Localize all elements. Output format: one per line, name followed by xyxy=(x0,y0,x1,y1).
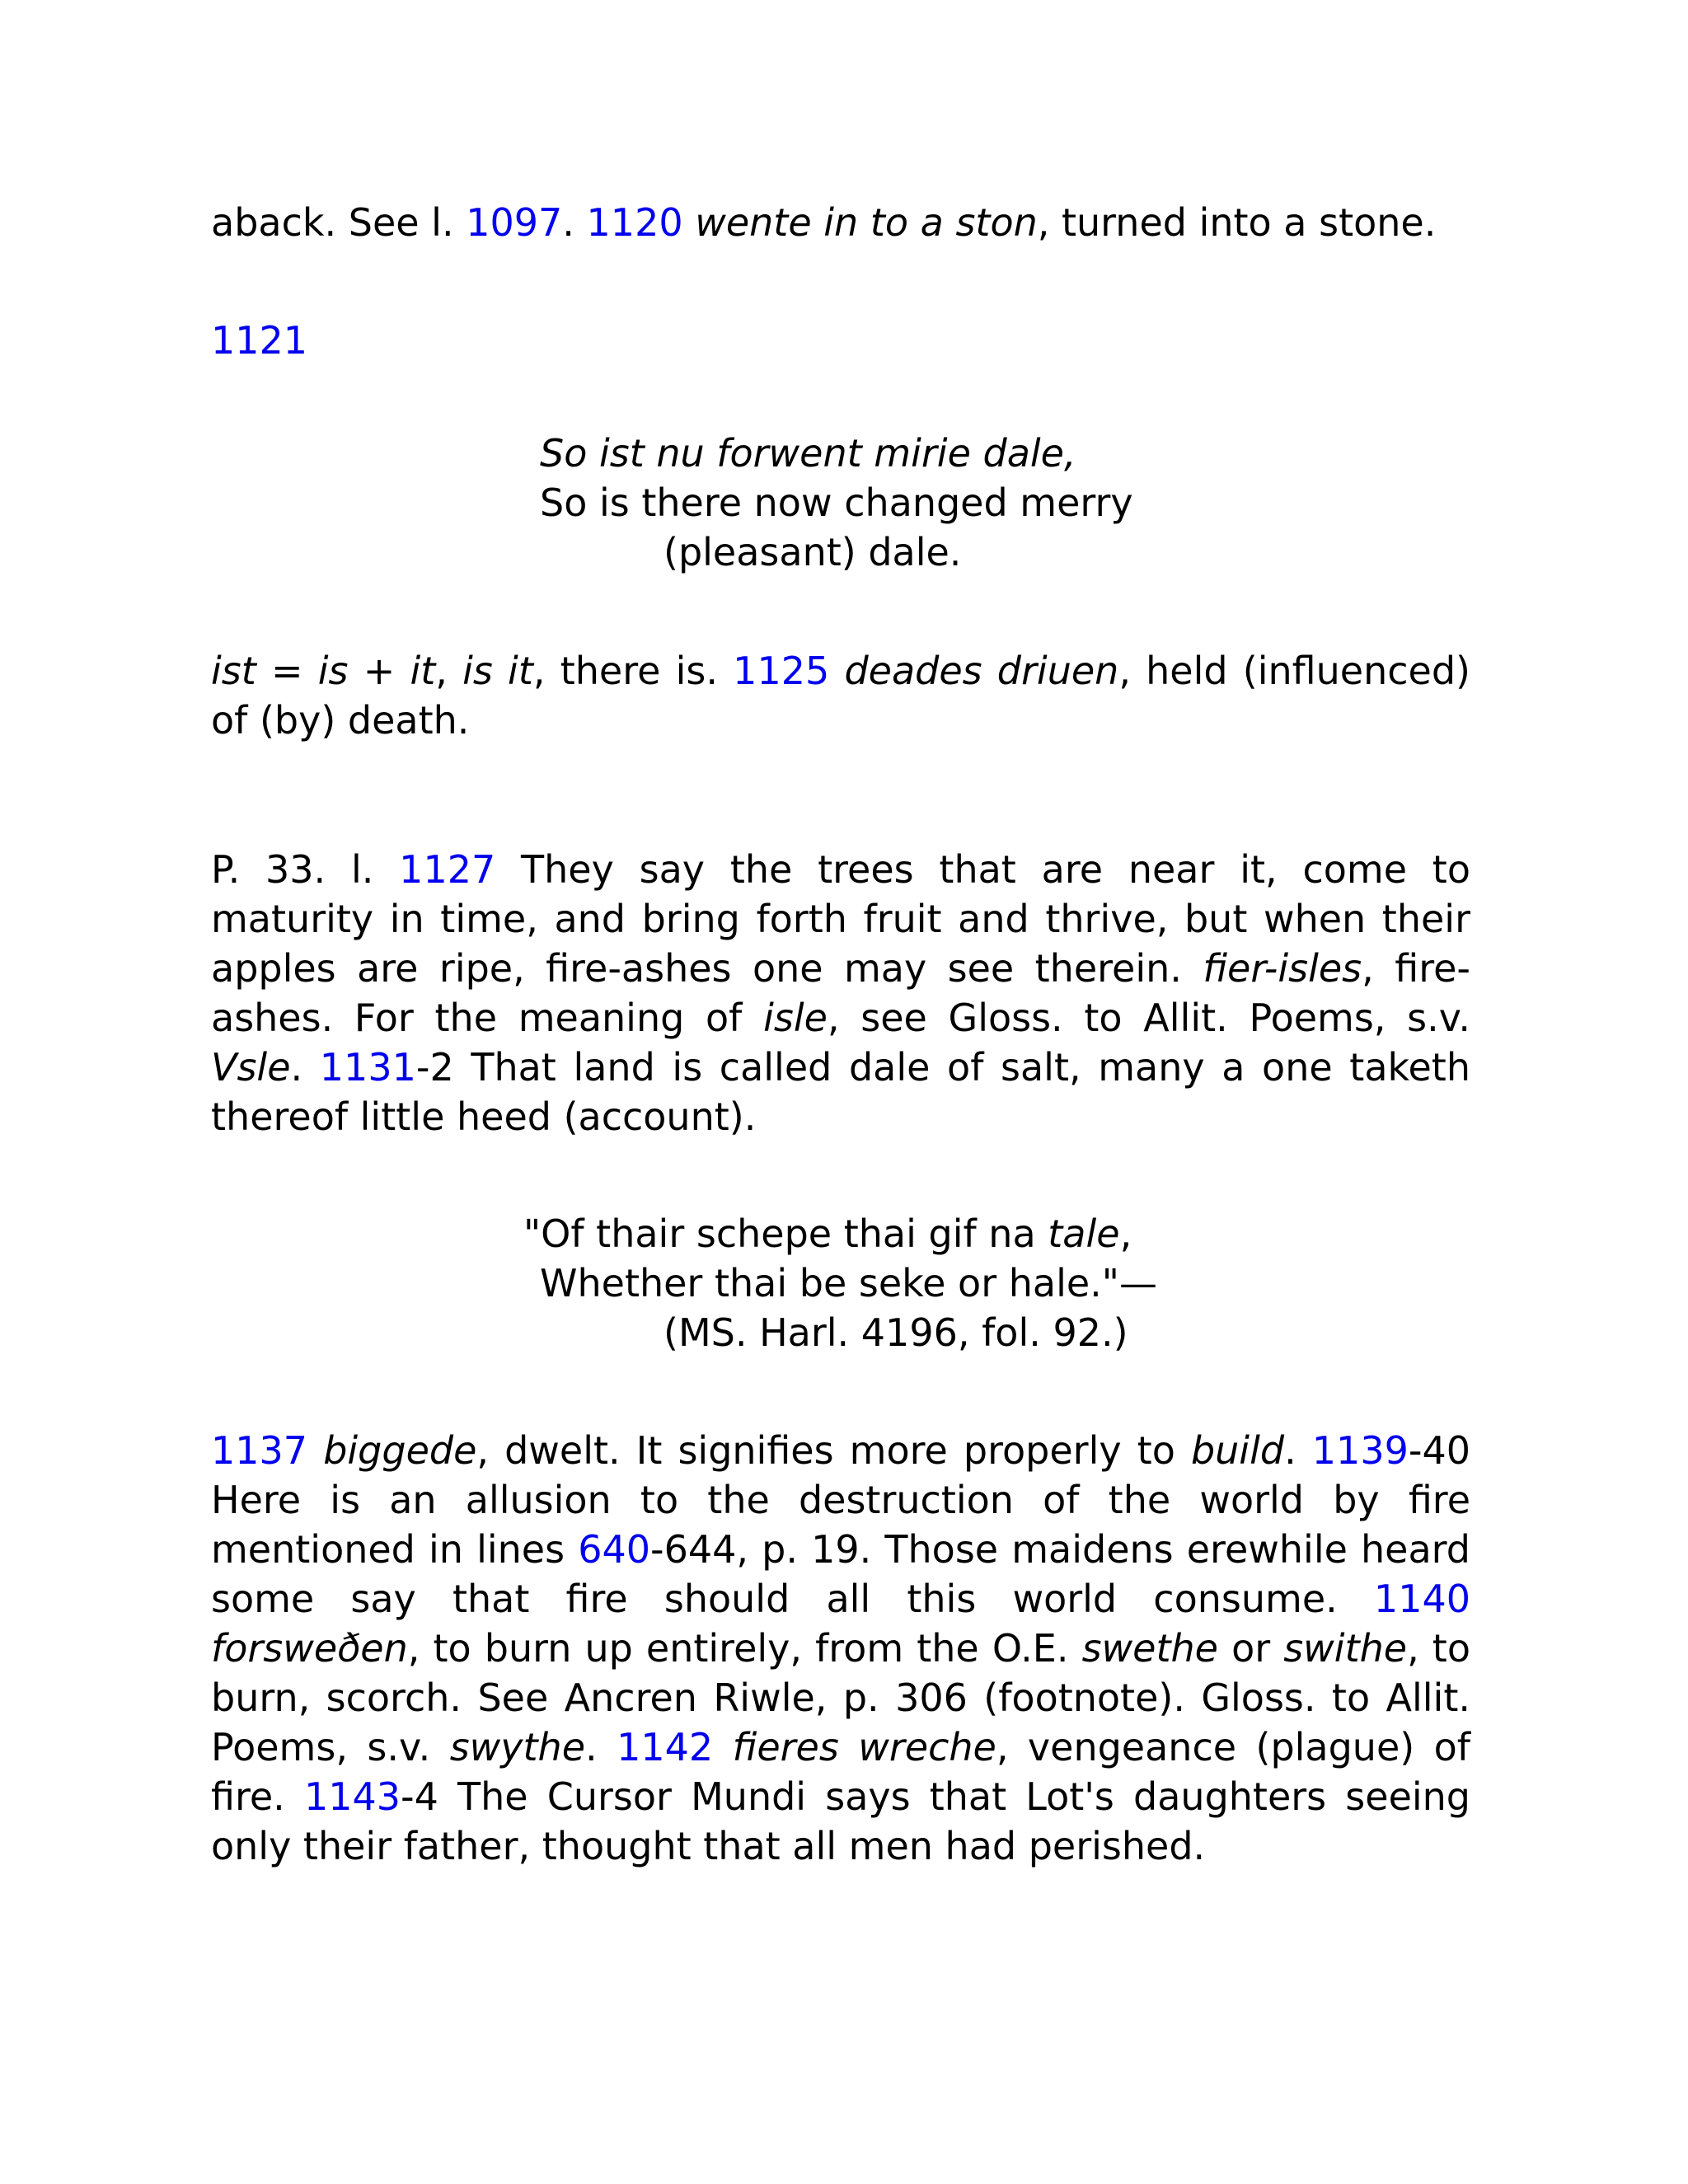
line-link-1127[interactable]: 1127 xyxy=(399,847,496,892)
text: . xyxy=(585,1725,617,1769)
text: , held (influenced) of (by) death. xyxy=(211,649,1470,743)
italic-word: is xyxy=(317,649,349,693)
paragraph-3 xyxy=(211,845,1470,1141)
text: They say the trees that are near it, come to maturity in time, and bring forth fruit and thrive, but when their apples are ripe, fire-ashes one may see therein. xyxy=(211,847,1470,991)
text: , turned into a stone. xyxy=(1037,200,1437,245)
text: or xyxy=(1217,1626,1284,1671)
italic-word: ist xyxy=(211,649,256,693)
text xyxy=(829,649,844,693)
text: P. 33. l. xyxy=(211,847,400,892)
line-link-1120[interactable]: 1120 xyxy=(586,200,683,245)
italic-phrase: fieres wreche xyxy=(732,1725,996,1769)
italic-word: biggede xyxy=(323,1428,477,1473)
line-link-1139[interactable]: 1139 xyxy=(1311,1428,1409,1473)
text: , to burn up entirely, from the O.E. xyxy=(407,1626,1082,1671)
line-link-1140[interactable]: 1140 xyxy=(1373,1577,1470,1621)
line-link-1137[interactable]: 1137 xyxy=(211,1428,308,1473)
text xyxy=(307,1428,323,1473)
italic-phrase: wente in to a ston xyxy=(695,200,1038,245)
text: , dwelt. It signifies more properly to xyxy=(476,1428,1191,1473)
text: , xyxy=(1119,1212,1132,1256)
text: . xyxy=(290,1045,320,1090)
text: . xyxy=(562,200,587,245)
line-link-1142[interactable]: 1142 xyxy=(617,1725,714,1769)
line-link-1121[interactable]: 1121 xyxy=(211,318,308,363)
text xyxy=(683,200,696,245)
text: , see Gloss. to Allit. Poems, s.v. xyxy=(827,996,1470,1040)
verse-line: (MS. Harl. 4196, fol. 92.) xyxy=(663,1310,1128,1355)
italic-word: swythe xyxy=(449,1725,586,1769)
line-link-1143[interactable]: 1143 xyxy=(303,1774,401,1819)
italic-word: Vsle xyxy=(211,1045,291,1090)
verse-line xyxy=(523,1209,1132,1258)
line-link-1125[interactable]: 1125 xyxy=(733,649,830,693)
text: , fire-ashes. For the meaning of xyxy=(211,946,1470,1040)
line-link-1097[interactable]: 1097 xyxy=(466,200,563,245)
text: -40 Here is an allusion to the destruction of the world by fire mentioned in lines xyxy=(211,1428,1470,1572)
line-number-heading xyxy=(211,316,1470,365)
italic-word: isle xyxy=(763,996,828,1040)
text: , to burn, scorch. See Ancren Riwle, p. 306 (footnote). Gloss. to Allit. Poems, s.v. xyxy=(211,1626,1470,1769)
italic-phrase: deades driuen xyxy=(844,649,1119,693)
verse-line: Whether thai be seke or hale."— xyxy=(540,1261,1157,1305)
paragraph-1 xyxy=(211,198,1470,247)
text: , xyxy=(435,649,463,693)
italic-word: build xyxy=(1190,1428,1285,1473)
text: aback. See l. xyxy=(211,200,467,245)
text xyxy=(713,1725,732,1769)
text: , there is. xyxy=(532,649,734,693)
text: -644, p. 19. Those maidens erewhile heard some say that fire should all this world consume. xyxy=(211,1527,1470,1621)
italic-word: swethe xyxy=(1081,1626,1218,1671)
line-link-1131[interactable]: 1131 xyxy=(319,1045,416,1090)
verse-line: So ist nu forwent mirie dale, xyxy=(540,431,1076,476)
italic-word: it xyxy=(410,649,436,693)
text: = xyxy=(256,649,318,693)
text: + xyxy=(348,649,410,693)
italic-word: forsweðen xyxy=(211,1626,408,1671)
text: , vengeance (plague) of fire. xyxy=(211,1725,1470,1819)
text: -2 That land is called dale of salt, many a one taketh thereof little heed (account). xyxy=(211,1045,1471,1139)
verse-line: So is there now changed merry xyxy=(540,480,1133,525)
paragraph-4 xyxy=(211,1426,1470,1871)
paragraph-2 xyxy=(211,646,1470,745)
italic-word: fier-isles xyxy=(1203,946,1362,991)
text: "Of thair schepe thai gif na xyxy=(523,1212,1048,1256)
line-link-640[interactable]: 640 xyxy=(578,1527,651,1572)
verse-line: (pleasant) dale. xyxy=(663,530,962,574)
text: -4 The Cursor Mundi says that Lot's daughters seeing only their father, thought that all men had perished. xyxy=(211,1774,1470,1868)
italic-word: swithe xyxy=(1283,1626,1408,1671)
italic-phrase: is it xyxy=(462,649,533,693)
italic-word: tale xyxy=(1048,1212,1120,1256)
text: . xyxy=(1284,1428,1312,1473)
